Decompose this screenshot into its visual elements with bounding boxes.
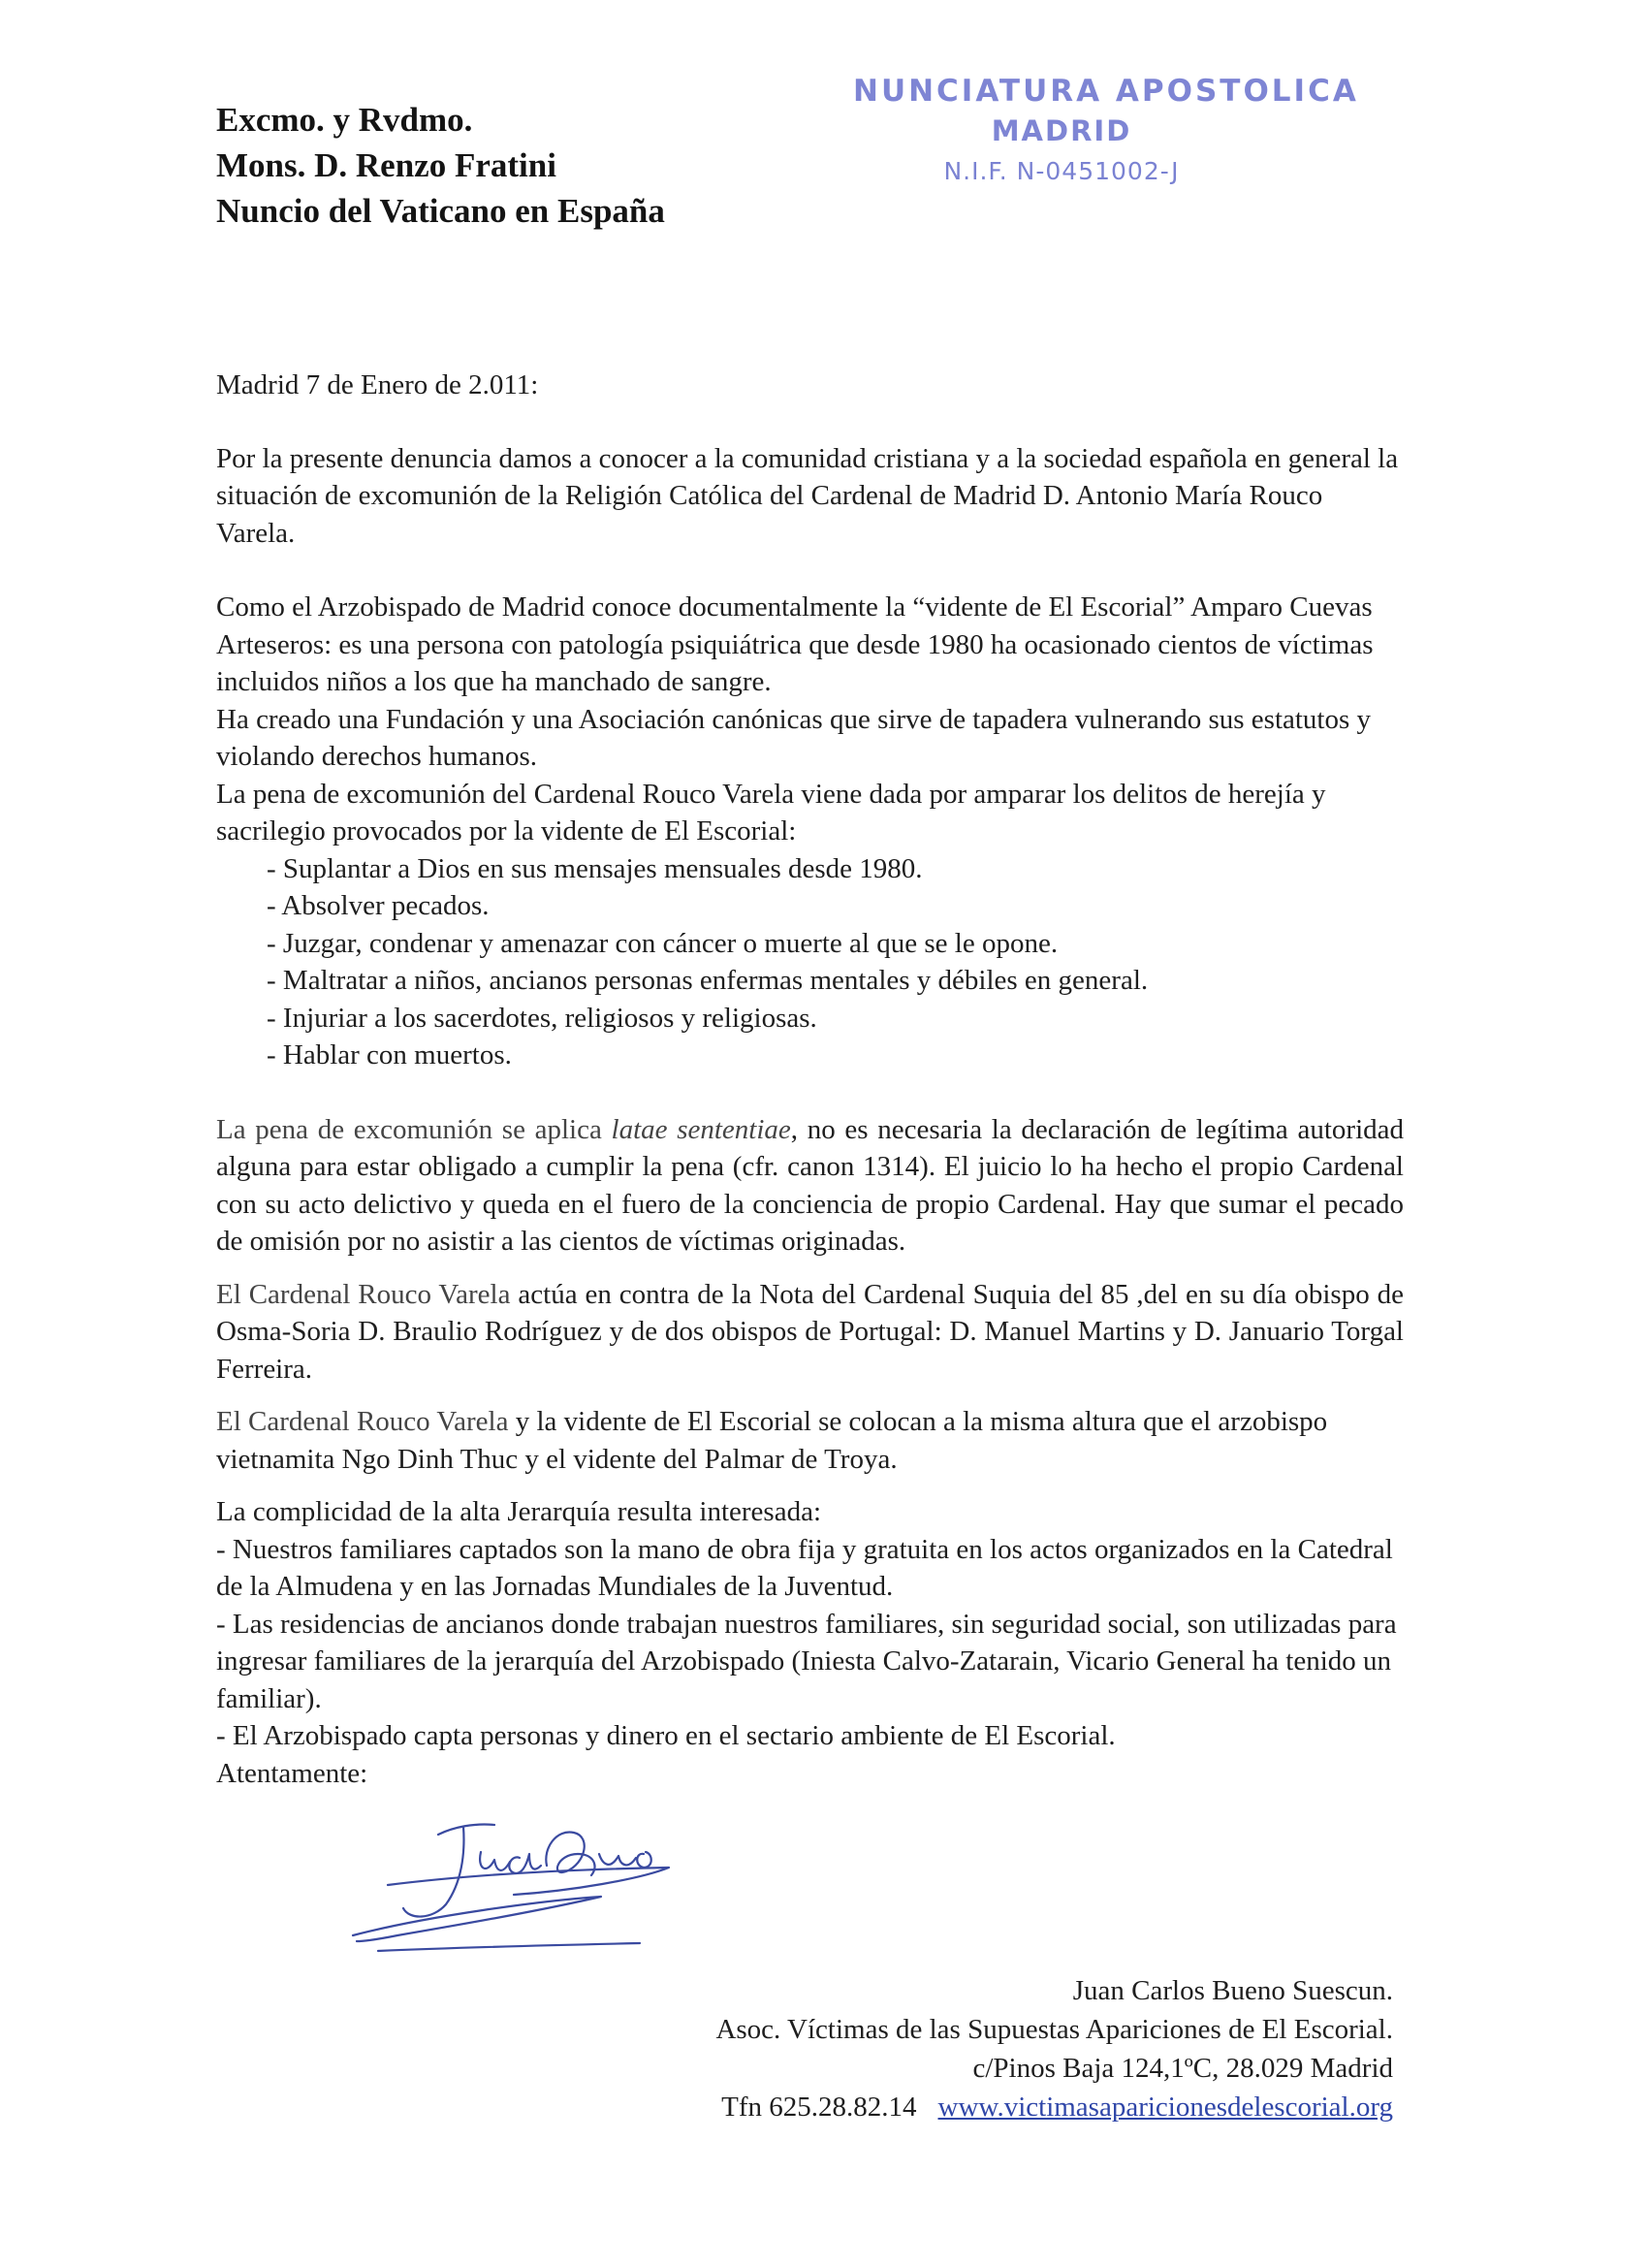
list-item: - Absolver pecados. — [267, 890, 490, 921]
paragraph-familiares: - Nuestros familiares captados son la mano de obra fija y gratuita en los actos organizados en la Catedral de la Almudena y en las Jornadas Mundiales de la Juventud. — [216, 1533, 1393, 1602]
addressee-block — [216, 97, 665, 234]
nota-text: actúa en contra de la Nota del Cardenal Suquia del 85 ,del en su día obispo de Osma-Soria D. Braulio Rodríguez y de dos obispos de Portugal: D. Manuel Martins y D. Januario Torgal Ferreira. — [216, 1278, 1404, 1385]
sender-organization: Asoc. Víctimas de las Supuestas Apariciones de El Escorial. — [715, 2014, 1393, 2045]
sender-block — [715, 1971, 1393, 2126]
paragraph-intro: Por la presente denuncia damos a conocer a la comunidad cristiana y a la sociedad española en general la situación de excomunión de la Religión Católica del Cardenal de Madrid D. Antonio María Rouco Varela. — [216, 442, 1399, 549]
letter-body — [216, 367, 1404, 1792]
closing: Atentamente: — [216, 1757, 368, 1789]
sender-address: c/Pinos Baja 124,1ºC, 28.029 Madrid — [972, 2053, 1393, 2084]
paragraph-complicidad: La complicidad de la alta Jerarquía resulta interesada: — [216, 1496, 822, 1527]
addressee-position: Nuncio del Vaticano en España — [216, 192, 665, 230]
paragraph-nota — [216, 1276, 1404, 1389]
nunciature-stamp — [853, 74, 1359, 185]
paragraph-residencias: - Las residencias de ancianos donde trabajan nuestros familiares, sin seguridad social, son utilizadas para ingresar familiares de la jerarquía del Arzobispado (Iniesta Calvo-Zatarain, Vicario General ha tenido un familiar). — [216, 1608, 1397, 1714]
addressee-name: Mons. D. Renzo Fratini — [216, 146, 556, 184]
website-link[interactable]: www.victimasaparicionesdelescorial.org — [937, 2092, 1393, 2123]
list-item: - Suplantar a Dios en sus mensajes mensuales desde 1980. — [267, 852, 923, 884]
latae-text-b: , no es necesaria la declaración de legítima autoridad alguna para estar obligado a cumplir la pena (cfr. canon 1314). El juicio lo ha hecho el propio Cardenal con su acto delictivo y queda en el fuero de la conciencia de propio Cardenal. Hay que sumar el pecado de omisión por no asistir a las cientos de víctimas originadas. — [216, 1113, 1404, 1257]
list-item: - Maltratar a niños, ancianos personas enfermas mentales y débiles en general. — [267, 965, 1149, 996]
stamp-line-2: MADRID — [991, 114, 1132, 147]
sender-phone: Tfn 625.28.82.14 — [721, 2092, 917, 2123]
sender-name: Juan Carlos Bueno Suescun. — [1072, 1975, 1393, 2006]
paragraph-pena: La pena de excomunión del Cardenal Rouco Varela viene dada por amparar los delitos de herejía y sacrilegio provocados por la vidente de El Escorial: — [216, 778, 1326, 847]
list-item: - Injuriar a los sacerdotes, religiosos y religiosas. — [267, 1002, 817, 1034]
altura-text: y la vidente de El Escorial se colocan a la misma altura que el arzobispo vietnamita Ngo Dinh Thuc y el vidente del Palmar de Troya. — [216, 1406, 1328, 1475]
stamp-line-1: NUNCIATURA APOSTOLICA — [853, 74, 1359, 109]
latae-italic: latae sententiae — [611, 1113, 791, 1145]
signature — [349, 1815, 717, 1961]
sender-contact — [715, 2088, 1393, 2126]
latae-text-a: La pena de excomunión se aplica — [216, 1113, 612, 1145]
paragraph-fundacion: Ha creado una Fundación y una Asociación canónicas que sirve de tapadera vulnerando sus estatutos y violando derechos humanos. — [216, 703, 1372, 772]
list-item: - Hablar con muertos. — [267, 1039, 512, 1070]
addressee-title: Excmo. y Rvdmo. — [216, 101, 473, 139]
paragraph-capta: - El Arzobispado capta personas y dinero en el sectario ambiente de El Escorial. — [216, 1720, 1116, 1751]
paragraph-vidente: Como el Arzobispado de Madrid conoce documentalmente la “vidente de El Escorial” Amparo Cuevas Arteseros: es una persona con patología psiquiátrica que desde 1980 ha ocasionado cientos de víctimas incluidos niños a los que ha manchado de sangre. — [216, 591, 1374, 697]
letter-date: Madrid 7 de Enero de 2.011: — [216, 369, 539, 400]
offense-list — [216, 850, 1404, 1074]
altura-subject: El Cardenal Rouco Varela — [216, 1406, 509, 1437]
stamp-line-3: N.I.F. N-0451002-J — [943, 157, 1180, 185]
nota-subject: El Cardenal Rouco Varela — [216, 1278, 511, 1310]
list-item: - Juzgar, condenar y amenazar con cáncer o muerte al que se le opone. — [267, 927, 1059, 959]
paragraph-altura — [216, 1403, 1404, 1478]
paragraph-latae — [216, 1111, 1404, 1261]
